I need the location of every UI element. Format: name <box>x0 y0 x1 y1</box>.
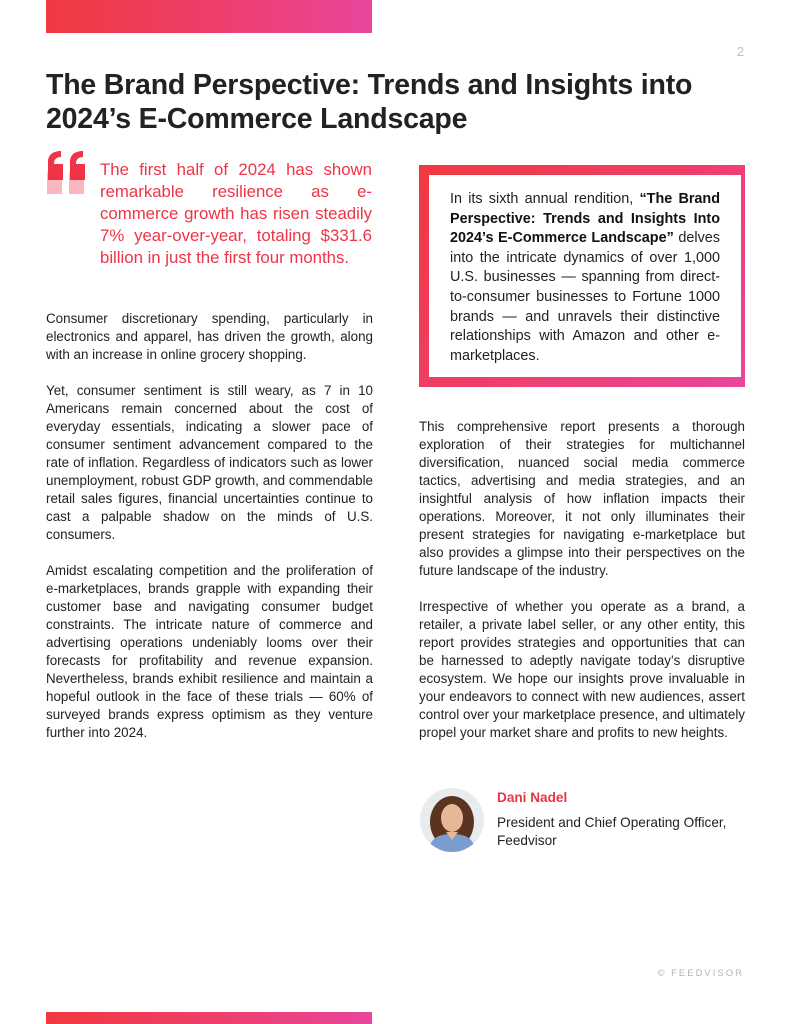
body-paragraph: Consumer discretionary spending, particularly in electronics and apparel, has driven the growth, along with an increase in online grocery shopping. <box>46 311 373 362</box>
footer-brand: © FEEDVISOR <box>657 968 744 979</box>
page-title: The Brand Perspective: Trends and Insights into 2024’s E-Commerce Landscape <box>46 69 693 135</box>
top-accent-bar <box>46 0 372 33</box>
pull-quote: The first half of 2024 has shown remarkable resilience as e-commerce growth has risen steadily 7% year-over-year, totaling $331.6 billion in just the first four months. <box>100 160 372 267</box>
author-name: Dani Nadel <box>497 790 568 805</box>
author-avatar <box>420 788 484 852</box>
callout-text: delves into the intricate dynamics of over 1,000 U.S. businesses — spanning from direct-to-consumer businesses to Fortune 1000 brands — and unravels their distinctive relationships with Amazon and other e-marketplaces. <box>450 230 720 364</box>
author-company: Feedvisor <box>497 833 557 848</box>
open-quote-icon <box>44 150 90 198</box>
author-title-line: President and Chief Operating Officer, <box>497 815 727 830</box>
bottom-accent-bar <box>46 1012 372 1024</box>
callout-box <box>429 175 741 377</box>
callout-report-name: “The Brand Perspective: Trends and Insights Into 2024’s E-Commerce Landscape” <box>450 191 721 247</box>
right-column <box>419 418 745 760</box>
callout-intro: In its sixth annual rendition, <box>450 191 634 207</box>
body-paragraph: This comprehensive report presents a thorough exploration of their strategies for multichannel diversification, nuanced social media commerce tactics, advertising and media strategies, and an insightful analysis of how inflation impacts their operations. Moreover, it not only illuminates their present strategies for navigating e-marketplace but also provides a glimpse into their perspectives on the future landscape of the industry. <box>419 419 745 578</box>
left-column <box>46 310 373 760</box>
page-number: 2 <box>736 44 744 59</box>
author-title <box>497 814 757 850</box>
body-paragraph: Irrespective of whether you operate as a brand, a retailer, a private label seller, or any other entity, this report provides strategies and opportunities that can be harnessed to adeptly navigate today’s disruptive ecosystem. We hope our insights prove invaluable in your endeavors to connect with new audiences, assert control over your marketplace presence, and ultimately propel your market share and profits to new heights. <box>419 599 745 740</box>
body-paragraph: Amidst escalating competition and the proliferation of e-marketplaces, brands grapple with expanding their customer base and navigating consumer budget constraints. The intricate nature of commerce and advertising operations undeniably looms over their forecasts for profitability and revenue expansion. Nevertheless, brands exhibit resilience and maintain a hopeful outlook in the face of these trials — 60% of surveyed brands express optimism as they venture further into 2024. <box>46 563 373 740</box>
body-paragraph: Yet, consumer sentiment is still weary, as 7 in 10 Americans remain concerned about the cost of everyday essentials, indicating a slower pace of consumer sentiment advancement compared to the rate of inflation. Regardless of indicators such as lower unemployment, robust GDP growth, and commendable retail sales figures, financial uncertainties continue to cast a palpable shadow on the minds of U.S. consumers. <box>46 383 373 542</box>
